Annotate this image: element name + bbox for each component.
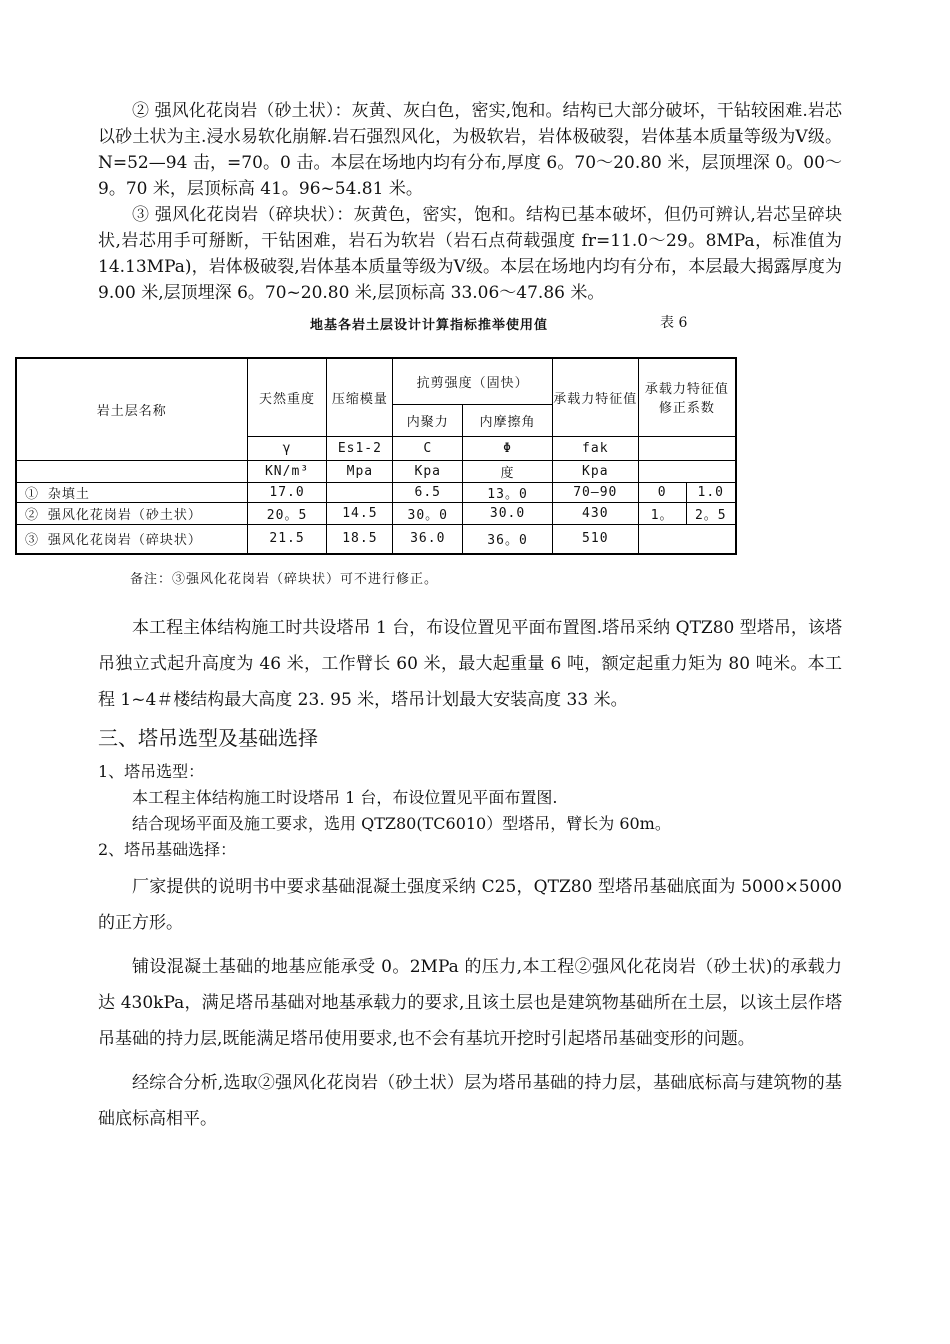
cell-modulus: 14.5 [327, 502, 393, 524]
unit-modulus: Mpa [327, 460, 393, 482]
header-shear: 抗剪强度（固快） [393, 358, 553, 404]
symbol-bearing: fak [552, 436, 638, 460]
subheading-foundation: 2、塔吊基础选择： [98, 840, 237, 859]
symbol-cohesion: C [393, 436, 463, 460]
header-weight: 天然重度 [247, 358, 327, 436]
cell-cohesion: 6.5 [393, 482, 463, 502]
cell-bearing: 510 [552, 524, 638, 554]
header-factor: 承载力特征值修正系数 [638, 358, 736, 436]
cell-weight: 17.0 [247, 482, 327, 502]
cell-factor2: 2。5 [686, 502, 736, 524]
cell-factor1: 1。 [638, 502, 686, 524]
header-modulus: 压缩模量 [327, 358, 393, 436]
section-heading: 三、塔吊选型及基础选择 [98, 726, 318, 750]
cell-modulus: 18.5 [327, 524, 393, 554]
cell-cohesion: 30。0 [393, 502, 463, 524]
subheading-crane-selection: 1、塔吊选型： [98, 762, 205, 781]
table-title: 地基各岩土层设计计算指标推举使用值 [310, 318, 549, 333]
cell-factor2: 1.0 [686, 482, 736, 502]
header-friction: 内摩擦角 [463, 404, 553, 436]
paragraph-concrete: 厂家提供的说明书中要求基础混凝土强度采纳 C25，QTZ80 型塔吊基础底面为 5000×5000 的正方形。 [98, 877, 842, 933]
cell-friction: 30.0 [463, 502, 553, 524]
header-cohesion: 内聚力 [393, 404, 463, 436]
symbol-weight: γ [247, 436, 327, 460]
cell-friction: 36。0 [463, 524, 553, 554]
cell-bearing: 430 [552, 502, 638, 524]
paragraph-conclusion: 经综合分析,选取②强风化花岗岩（砂土状）层为塔吊基础的持力层，基础底标高与建筑物的基础底标高相平。 [98, 1073, 842, 1129]
paragraph-bearing: 铺设混凝土基础的地基应能承受 0。2MPa 的压力,本工程②强风化花岗岩（砂土状)的承载力达 430kPa，满足塔吊基础对地基承载力的要求,且该土层也是建筑物基础所在土层，以该土层作塔吊基础的持力层,既能满足塔吊使用要求,也不会有基坑开挖时引起塔吊基础变形的问题。 [98, 957, 842, 1049]
lower-content [98, 0, 842, 1344]
unit-bearing: Kpa [552, 460, 638, 482]
paragraph-layer3: ③ 强风化花岗岩（碎块状）：灰黄色，密实，饱和。结构已基本破坏，但仍可辨认,岩芯呈碎块状,岩芯用手可掰断，干钻困难，岩石为软岩（岩石点荷载强度 fr=11.0～29。8MPa，标准值为 14.13MPa)，岩体极破裂,岩体基本质量等级为Ⅴ级。本层在场地内均有分布，本层最大揭露厚度为 9.00 米,层顶埋深 6。70~20.80 米,层顶标高 33.06～47.86 米。 [98, 205, 842, 303]
cell-name: ① 杂填土 [16, 482, 247, 502]
crane-selection-line2: 结合现场平面及施工要求，选用 QTZ80(TC6010）型塔吊，臂长为 60m。 [132, 814, 671, 833]
cell-name: ③ 强风化花岗岩（碎块状） [16, 524, 247, 554]
cell-name: ② 强风化花岗岩（砂土状） [16, 502, 247, 524]
crane-selection-line1: 本工程主体结构施工时设塔吊 1 台，布设位置见平面布置图. [132, 788, 558, 807]
header-soil-name: 岩土层名称 [16, 358, 247, 460]
header-bearing: 承载力特征值 [552, 358, 638, 436]
table-number: 表 6 [660, 315, 688, 331]
cell-bearing: 70—90 [552, 482, 638, 502]
table-note: 备注：③强风化花岗岩（碎块状）可不进行修正。 [130, 572, 439, 587]
unit-cohesion: Kpa [393, 460, 463, 482]
symbol-friction: Φ [463, 436, 553, 460]
cell-cohesion: 36.0 [393, 524, 463, 554]
paragraph-tower-crane: 本工程主体结构施工时共设塔吊 1 台，布设位置见平面布置图.塔吊采纳 QTZ80 型塔吊，该塔吊独立式起升高度为 46 米，工作臂长 60 米，最大起重量 6 吨，额定起重力矩为 80 吨米。本工程 1~4＃楼结构最大高度 23. 95 米，塔吊计划最大安装高度 33 米。 [98, 618, 842, 710]
cell-weight: 21.5 [247, 524, 327, 554]
cell-friction: 13。0 [463, 482, 553, 502]
main-text [98, 610, 842, 1137]
paragraph-layer2: ② 强风化花岗岩（砂土状）：灰黄、灰白色，密实,饱和。结构已大部分破坏，干钻较困难.岩芯以砂土状为主.浸水易软化崩解.岩石强烈风化，为极软岩，岩体极破裂，岩体基本质量等级为Ⅴ级。N=52—94 击，=70。0 击。本层在场地内均有分布,厚度 6。70～20.80 米，层顶埋深 0。00～9。70 米，层顶标高 41。96~54.81 米。 [98, 101, 842, 199]
unit-friction: 度 [463, 460, 553, 482]
cell-factor1: 0 [638, 482, 686, 502]
unit-weight: KN/m³ [247, 460, 327, 482]
symbol-modulus: Es1-2 [327, 436, 393, 460]
cell-weight: 20。5 [247, 502, 327, 524]
